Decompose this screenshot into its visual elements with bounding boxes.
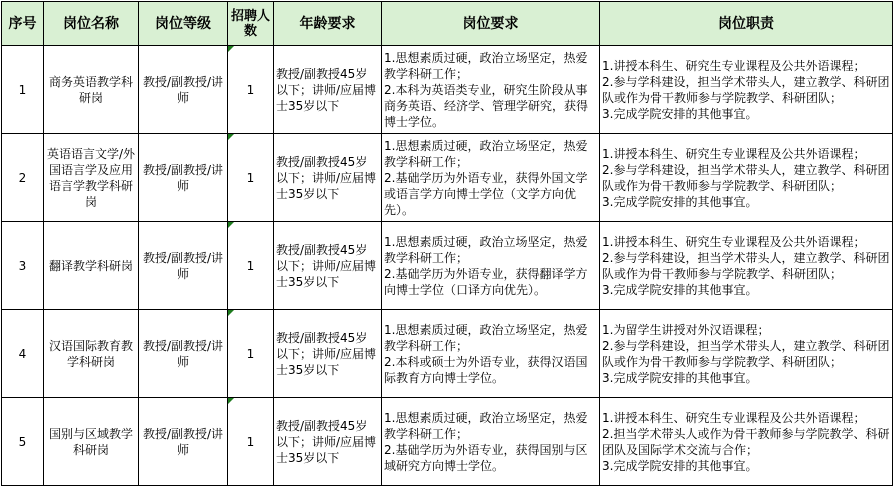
position-grade: 教授/副教授/讲师 [139,222,228,310]
requirement-line: 1.思想素质过硬，政治立场坚定，热爱教学科研工作； [384,138,588,169]
age-requirement: 教授/副教授45岁以下；讲师/应届博士35岁以下 [274,46,382,134]
job-requirements [382,46,600,134]
header-position-grade: 岗位等级 [139,2,228,46]
job-duties [600,398,893,486]
job-requirements [382,134,600,222]
position-name: 汉语国际教育教学科研岗 [44,310,139,398]
hire-count: 1 [228,46,274,134]
position-name: 英语语言文学/外国语言学及应用语言学教学科研岗 [44,134,139,222]
age-requirement: 教授/副教授45岁以下；讲师/应届博士35岁以下 [274,222,382,310]
duty-line: 3.完成学院安排的其他事宜。 [602,458,758,473]
position-name: 商务英语教学科研岗 [44,46,139,134]
requirement-line: 1.思想素质过硬，政治立场坚定，热爱教学科研工作； [384,322,588,353]
table-row [2,46,893,134]
duty-line: 2.参与学科建设，担当学术带头人，建立教学、科研团队或作为骨干教师参与学院教学、科研团队； [602,338,890,369]
duty-line: 2.参与学科建设，担当学术带头人，建立教学、科研团队或作为骨干教师参与学院教学、科研团队； [602,162,890,193]
header-job-requirements: 岗位要求 [382,2,600,46]
hire-count: 1 [228,134,274,222]
header-job-duties: 岗位职责 [600,2,893,46]
position-grade: 教授/副教授/讲师 [139,46,228,134]
duty-line: 2.担当学术带头人或作为骨干教师参与学院教学、科研团队及国际学术交流与合作； [602,426,890,457]
row-no: 5 [2,398,44,486]
requirement-line: 1.思想素质过硬，政治立场坚定，热爱教学科研工作； [384,234,588,265]
requirement-line: 2.本科为英语类专业，研究生阶段从事商务英语、经济学、管理学研究，获得博士学位。 [384,82,589,129]
hire-count: 1 [228,398,274,486]
job-duties [600,46,893,134]
duty-line: 2.参与学科建设，担当学术带头人，建立教学、科研团队或作为骨干教师参与学院教学、科研团队； [602,250,890,281]
table-row [2,398,893,486]
position-grade: 教授/副教授/讲师 [139,398,228,486]
requirement-line: 2.基础学历为外语专业，获得外国文学或语言学方向博士学位（文学方向优先）。 [384,170,588,217]
job-duties [600,310,893,398]
row-no: 3 [2,222,44,310]
requirement-line: 2.本科或硕士为外语专业，获得汉语国际教育方向博士学位。 [384,354,588,385]
hire-count: 1 [228,310,274,398]
header-hire-count: 招聘人数 [228,2,274,46]
requirement-line: 2.基础学历为外语专业，获得国别与区域研究方向博士学位。 [384,442,588,473]
age-requirement: 教授/副教授45岁以下；讲师/应届博士35岁以下 [274,310,382,398]
duty-line: 1.为留学生讲授对外汉语课程； [602,322,770,337]
job-requirements [382,310,600,398]
header-row [2,2,893,46]
hire-count: 1 [228,222,274,310]
job-duties [600,222,893,310]
duty-line: 3.完成学院安排的其他事宜。 [602,106,758,121]
position-grade: 教授/副教授/讲师 [139,134,228,222]
requirement-line: 1.思想素质过硬，政治立场坚定，热爱教学科研工作； [384,410,588,441]
header-position-name: 岗位名称 [44,2,139,46]
age-requirement: 教授/副教授45岁以下；讲师/应届博士35岁以下 [274,134,382,222]
row-no: 2 [2,134,44,222]
duty-line: 1.讲授本科生、研究生专业课程及公共外语课程； [602,410,866,425]
duty-line: 2.参与学科建设，担当学术带头人，建立教学、科研团队或作为骨干教师参与学院教学、科研团队； [602,74,890,105]
position-name: 国别与区域教学科研岗 [44,398,139,486]
row-no: 1 [2,46,44,134]
duty-line: 1.讲授本科生、研究生专业课程及公共外语课程； [602,146,866,161]
job-duties [600,134,893,222]
duty-line: 1.讲授本科生、研究生专业课程及公共外语课程； [602,234,866,249]
job-positions-table [1,1,893,486]
duty-line: 3.完成学院安排的其他事宜。 [602,370,758,385]
job-requirements [382,398,600,486]
header-age-requirement: 年龄要求 [274,2,382,46]
position-name: 翻译教学科研岗 [44,222,139,310]
table-row [2,222,893,310]
duty-line: 3.完成学院安排的其他事宜。 [602,282,758,297]
requirement-line: 2.基础学历为外语专业，获得翻译学方向博士学位（口译方向优先）。 [384,266,588,297]
table-row [2,310,893,398]
duty-line: 1.讲授本科生、研究生专业课程及公共外语课程； [602,58,866,73]
table-row [2,134,893,222]
job-requirements [382,222,600,310]
duty-line: 3.完成学院安排的其他事宜。 [602,194,758,209]
header-no: 序号 [2,2,44,46]
requirement-line: 1.思想素质过硬，政治立场坚定，热爱教学科研工作； [384,50,588,81]
row-no: 4 [2,310,44,398]
age-requirement: 教授/副教授45岁以下；讲师/应届博士35岁以下 [274,398,382,486]
position-grade: 教授/副教授/讲师 [139,310,228,398]
